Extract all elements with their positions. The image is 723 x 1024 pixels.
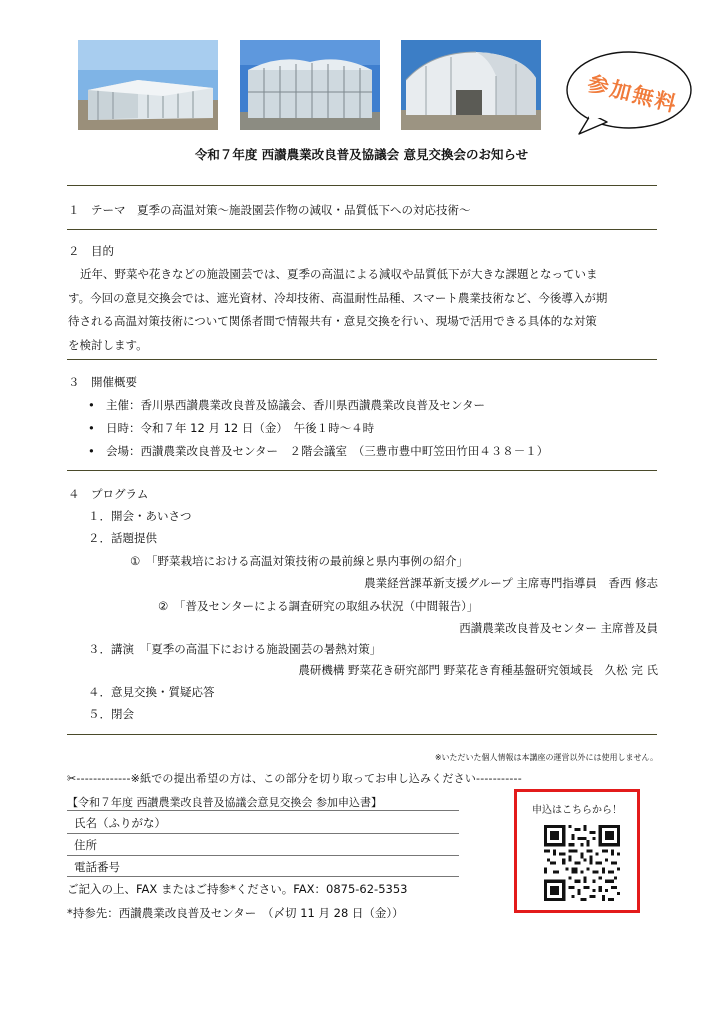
program-heading: ４ プログラム <box>68 487 149 501</box>
divider <box>67 229 657 230</box>
bullet-icon: • <box>88 444 95 458</box>
greenhouse-photo-2 <box>240 40 380 130</box>
divider <box>67 734 657 735</box>
form-rule <box>67 810 459 811</box>
form-name-label[interactable]: 氏名（ふりがな） <box>74 816 166 830</box>
form-rule <box>67 876 459 877</box>
qr-code-box[interactable] <box>514 789 640 913</box>
program-item-discussion: ４．意見交換・質疑応答 <box>88 685 215 699</box>
program-item-opening: １．開会・あいさつ <box>88 509 192 523</box>
page-title: 令和７年度 西讃農業改良普及協議会 意見交換会のお知らせ <box>194 147 529 162</box>
program-topic-1-speaker: 農業経営課革新支援グループ 主席専門指導員 香西 修志 <box>364 576 658 590</box>
program-topic-2-speaker: 西讃農業改良普及センター 主席普及員 <box>459 621 658 635</box>
privacy-note: ※いただいた個人情報は本講座の運営以外には使用しません。 <box>434 753 658 762</box>
overview-heading: ３ 開催概要 <box>68 375 137 389</box>
purpose-paragraph: 近年、野菜や花きなどの施設園芸では、夏季の高温による減収や品質低下が大きな課題となっていま す。今回の意見交換会では、遮光資材、冷却技術、高温耐性品種、スマート農業技術など、今後導入が期 待される高温対策技術について関係者間で情報共有・意見交換を行い、現場で活用できる具体的な対策 を検討します。 <box>68 267 608 352</box>
program-lecture-speaker: 農研機構 野菜花き研究部門 野菜花き育種基盤研究領域長 久松 完 氏 <box>298 663 658 677</box>
qr-code[interactable] <box>544 825 620 901</box>
fax-instructions: ご記入の上、FAX またはご持参*ください。FAX：0875-62-5353 <box>67 882 408 896</box>
divider <box>67 359 657 360</box>
divider <box>67 185 657 186</box>
theme-line: １ テーマ 夏季の高温対策～施設園芸作物の減収・品質低下への対応技術～ <box>68 203 471 217</box>
bring-location: *持参先：西讃農業改良普及センター （〆切 11 月 28 日（金）） <box>67 906 404 920</box>
badge-label: 参加無料 <box>585 71 681 117</box>
form-rule <box>67 833 459 834</box>
purpose-heading: ２ 目的 <box>68 244 114 258</box>
program-item-topics: ２．話題提供 <box>88 531 157 545</box>
overview-item-date: • 日時：令和７年 12 月 12 日（金） 午後１時～４時 <box>88 421 375 435</box>
qr-label: 申込はこちらから！ <box>532 805 622 816</box>
cut-line: ✂-------------※紙での提出希望の方は、この部分を切り取ってお申し込みください----------- <box>67 772 522 785</box>
overview-item-organizer: • 主催：香川県西讃農業改良普及協議会、香川県西讃農業改良普及センター <box>88 398 486 412</box>
form-rule <box>67 855 459 856</box>
form-address-label[interactable]: 住所 <box>74 838 97 852</box>
form-phone-label[interactable]: 電話番号 <box>74 860 120 874</box>
divider <box>67 470 657 471</box>
overview-item-venue: • 会場：西讃農業改良普及センター ２階会議室 （三豊市豊中町笠田竹田４３８－１） <box>88 444 549 458</box>
form-title: 【令和７年度 西讃農業改良普及協議会意見交換会 参加申込書】 <box>67 796 382 809</box>
program-topic-2: ② 「普及センターによる調査研究の取組み状況（中間報告）」 <box>158 599 479 613</box>
program-item-closing: ５．閉会 <box>88 707 134 721</box>
program-topic-1: ① 「野菜栽培における高温対策技術の最前線と県内事例の紹介」 <box>130 554 469 568</box>
greenhouse-photo-1 <box>78 40 218 130</box>
free-participation-badge <box>561 48 693 136</box>
greenhouse-photo-3 <box>401 40 541 130</box>
bullet-icon: • <box>88 398 95 412</box>
bullet-icon: • <box>88 421 95 435</box>
program-item-lecture: ３．講演 「夏季の高温下における施設園芸の暑熱対策」 <box>88 642 382 656</box>
